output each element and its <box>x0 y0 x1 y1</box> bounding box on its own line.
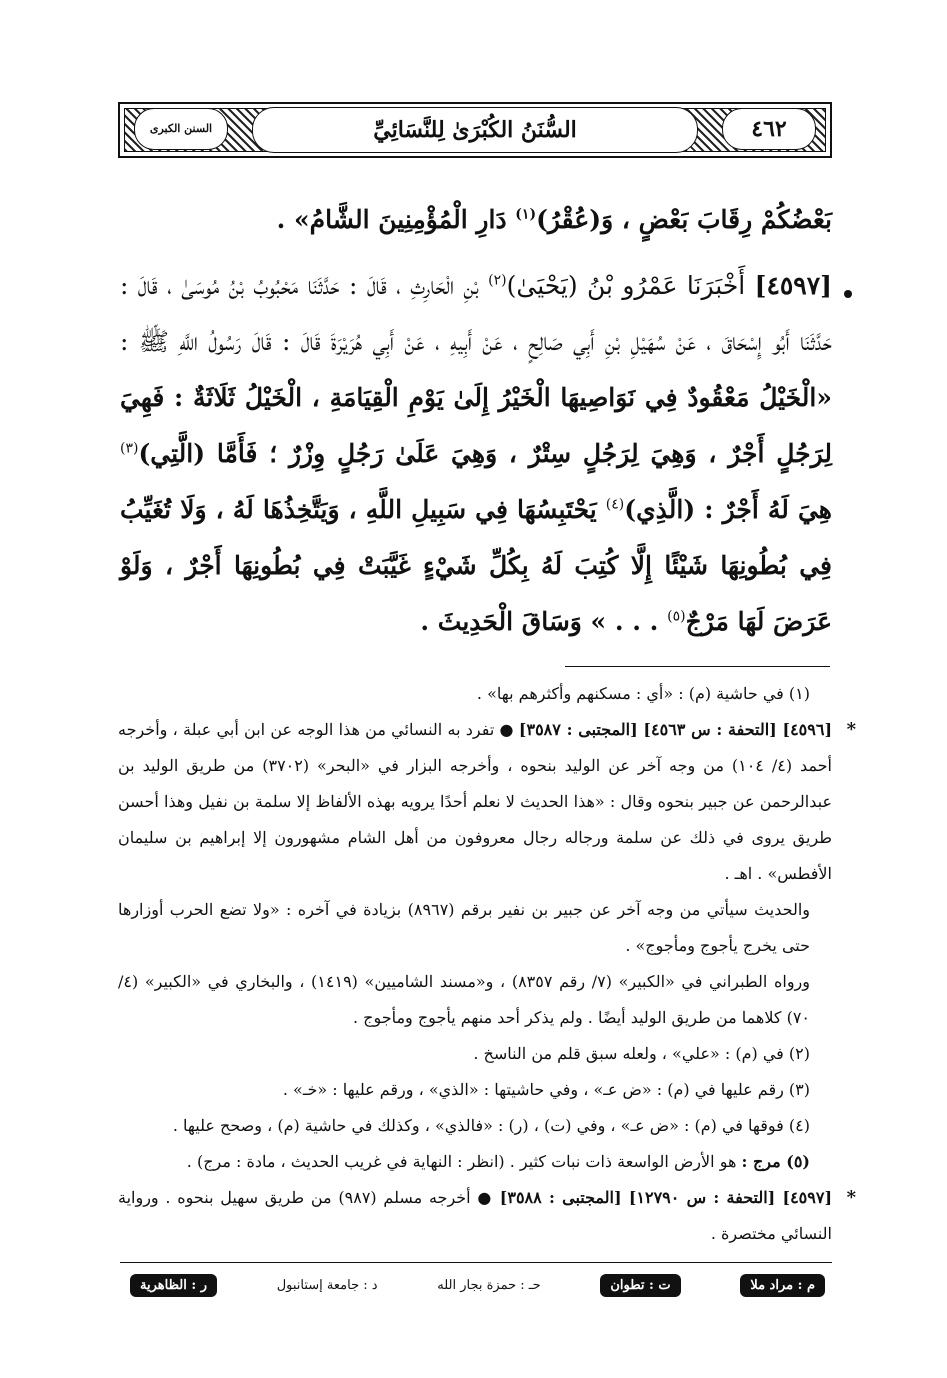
footnote-5-term: (٥) مرج : <box>741 1152 810 1171</box>
footnote-ref-5: (٥) <box>667 608 686 625</box>
book-emblem-text: السنن الكبرى <box>149 122 213 135</box>
legend-d: د : جامعة إستانبول <box>276 1277 378 1293</box>
takhrij-4597-body: ● أخرجه مسلم (٩٨٧) من طريق سهيل بنحوه . ورواية النسائي مختصرة . <box>118 1188 832 1243</box>
book-emblem <box>134 108 228 150</box>
footnote-3: (٣) رقم عليها في (م) : «ض عـ» ، وفي حاشيتها : «الذي» ، ورقم عليها : «خـ» . <box>282 1080 810 1099</box>
footnote-ref-1: (١) <box>515 206 537 223</box>
isnad-part-1: أَخْبَرَنَا عَمْرُو بْنُ (يَحْيَىٰ) <box>506 271 755 300</box>
legend-t: ت : تطوان <box>600 1274 680 1297</box>
matn-part-3: يَحْتَبِسُهَا فِي سَبِيلِ اللَّهِ ، وَيَتَّخِذُهَا لَهُ ، وَلَا تُغَيِّبُ فِي بُطُونِهَا شَيْئًا إِلَّا كُتِبَ لَهُ بِكُلِّ شَيْءٍ غَيَّبَتْ فِي بُطُونِهَا أَجْرٌ ، وَلَوْ عَرَضَ لَهَا مَرْجٌ <box>120 495 832 636</box>
footnote-separator <box>565 666 830 667</box>
footnote-5 <box>118 1144 832 1180</box>
legend-h: حـ : حمزة بجار الله <box>437 1277 541 1293</box>
footnote-4: (٤) فوقها في (م) : «ض عـ» ، وفي (ت) ، (ر) : «فالذي» ، وكذلك في حاشية (م) ، وصحح عليها . <box>172 1116 810 1135</box>
takhrij-4596-ref: [٤٥٩٦] [التحفة : س ٤٥٦٣] [المجتبى : ٣٥٨٧] <box>518 720 833 739</box>
page-header <box>118 102 832 158</box>
hadith-4597 <box>120 258 832 650</box>
legend-r: ر : الظاهرية <box>130 1274 217 1297</box>
footnote-5-body: هو الأرض الواسعة ذات نبات كثير . (انظر : النهاية في غريب الحديث ، مادة : مرج) . <box>186 1152 742 1171</box>
takhrij-4597-ref: [٤٥٩٧] [التحفة : س ١٢٧٩٠] [المجتبى : ٣٥٨٨] <box>499 1188 833 1207</box>
star-marker: * <box>846 1187 856 1208</box>
continuation-text-end: دَارِ الْمُؤْمِنِينَ الشَّامُ» . <box>276 205 516 234</box>
hadith-number: [٤٥٩٧] <box>754 271 833 300</box>
takhrij-4596-para-2: والحديث سيأتي من وجه آخر عن جبير بن نفير برقم (٨٩٦٧) بزيادة في آخره : «ولا تضع الحرب أوزارها حتى يخرج يأجوج ومأجوج» . <box>118 900 811 955</box>
continuation-line <box>120 192 832 248</box>
footnote-2: (٢) في (م) : «علي» ، ولعله سبق قلم من الناسخ . <box>473 1044 810 1063</box>
takhrij-4596 <box>118 712 856 892</box>
matn-part-2: هِيَ لَهُ أَجْرٌ : (الَّذِي) <box>624 495 832 524</box>
main-text <box>120 192 832 650</box>
isnad-part-2: بْنِ الْحَارِثِ ، قَالَ : حَدَّثَنَا مَحْبُوبُ بْنُ مُوسَىٰ ، قَالَ : حَدَّثَنَا أَبُو إِسْحَاقَ ، عَنْ سُهَيْلِ بْنِ أَبِي صَالِحٍ ، عَنْ أَبِيهِ ، عَنْ أَبِي هُرَيْرَةَ قَالَ : قَالَ رَسُولُ اللَّهِ ﷺ : <box>120 271 832 356</box>
book-title: السُّنَنُ الكُبْرَىٰ لِلنَّسَائِيِّ <box>373 117 577 143</box>
takhrij-4596-body: ● تفرد به النسائي من هذا الوجه عن ابن أبي عبلة ، وأخرجه أحمد (٤/ ١٠٤) من وجه آخر عن الوليد بنحوه ، وأخرجه البزار في «البحر» (٣٧٠٢) من طريق الوليد بن عبدالرحمن عن جبير بنحوه وقال : «هذا الحديث لا نعلم أحدًا يرويه بهذه الألفاظ إلا سلمة بن نفيل وهذا أحسن طريق يروى في ذلك عن سلمة ورجاله رجال معروفون من أهل الشام مشهورون إلا إبراهيم بن سليمان الأفطس» . اهـ . <box>118 720 832 883</box>
takhrij-4596-para-3: ورواه الطبراني في «الكبير» (٧/ رقم ٨٣٥٧) ، و«مسند الشاميين» (١٤١٩) ، والبخاري في «الكبير» (٤/ ٧٠) كلاهما من طريق الوليد أيضًا . ولم يذكر أحد منهم يأجوج ومأجوج . <box>118 972 811 1027</box>
manuscript-legend <box>130 1270 825 1300</box>
header-title-box <box>252 107 698 153</box>
footnote-1: (١) في حاشية (م) : «أي : مسكنهم وأكثرهم بها» . <box>476 684 810 703</box>
footnote-ref-4: (٤) <box>605 496 625 513</box>
matn-end: . . . » وَسَاقَ الْحَدِيثَ . <box>420 607 668 636</box>
footnote-ref-3: (٣) <box>120 440 139 457</box>
star-marker: * <box>846 719 856 740</box>
page-number: ٤٦٢ <box>722 108 816 150</box>
takhrij-4597 <box>118 1180 856 1252</box>
footnotes <box>118 676 856 1252</box>
continuation-text: بَعْضُكُمْ رِقَابَ بَعْضٍ ، وَ(عُقْرُ) <box>536 205 832 234</box>
matn-part-1: «الْخَيْلُ مَعْقُودٌ فِي نَوَاصِيهَا الْخَيْرُ إِلَىٰ يَوْمِ الْقِيَامَةِ ، الْخَيْلُ ثَلَاثَةٌ : فَهِيَ لِرَجُلٍ أَجْرٌ ، وَهِيَ لِرَجُلٍ سِتْرٌ ، وَهِيَ عَلَىٰ رَجُلٍ وِزْرٌ ؛ فَأَمَّا (الَّتِي) <box>120 383 832 468</box>
legend-m: م : مراد ملا <box>740 1274 825 1297</box>
footer-separator <box>120 1262 832 1263</box>
hadith-bullet <box>844 290 852 298</box>
footnote-ref-2: (٢) <box>488 272 507 289</box>
